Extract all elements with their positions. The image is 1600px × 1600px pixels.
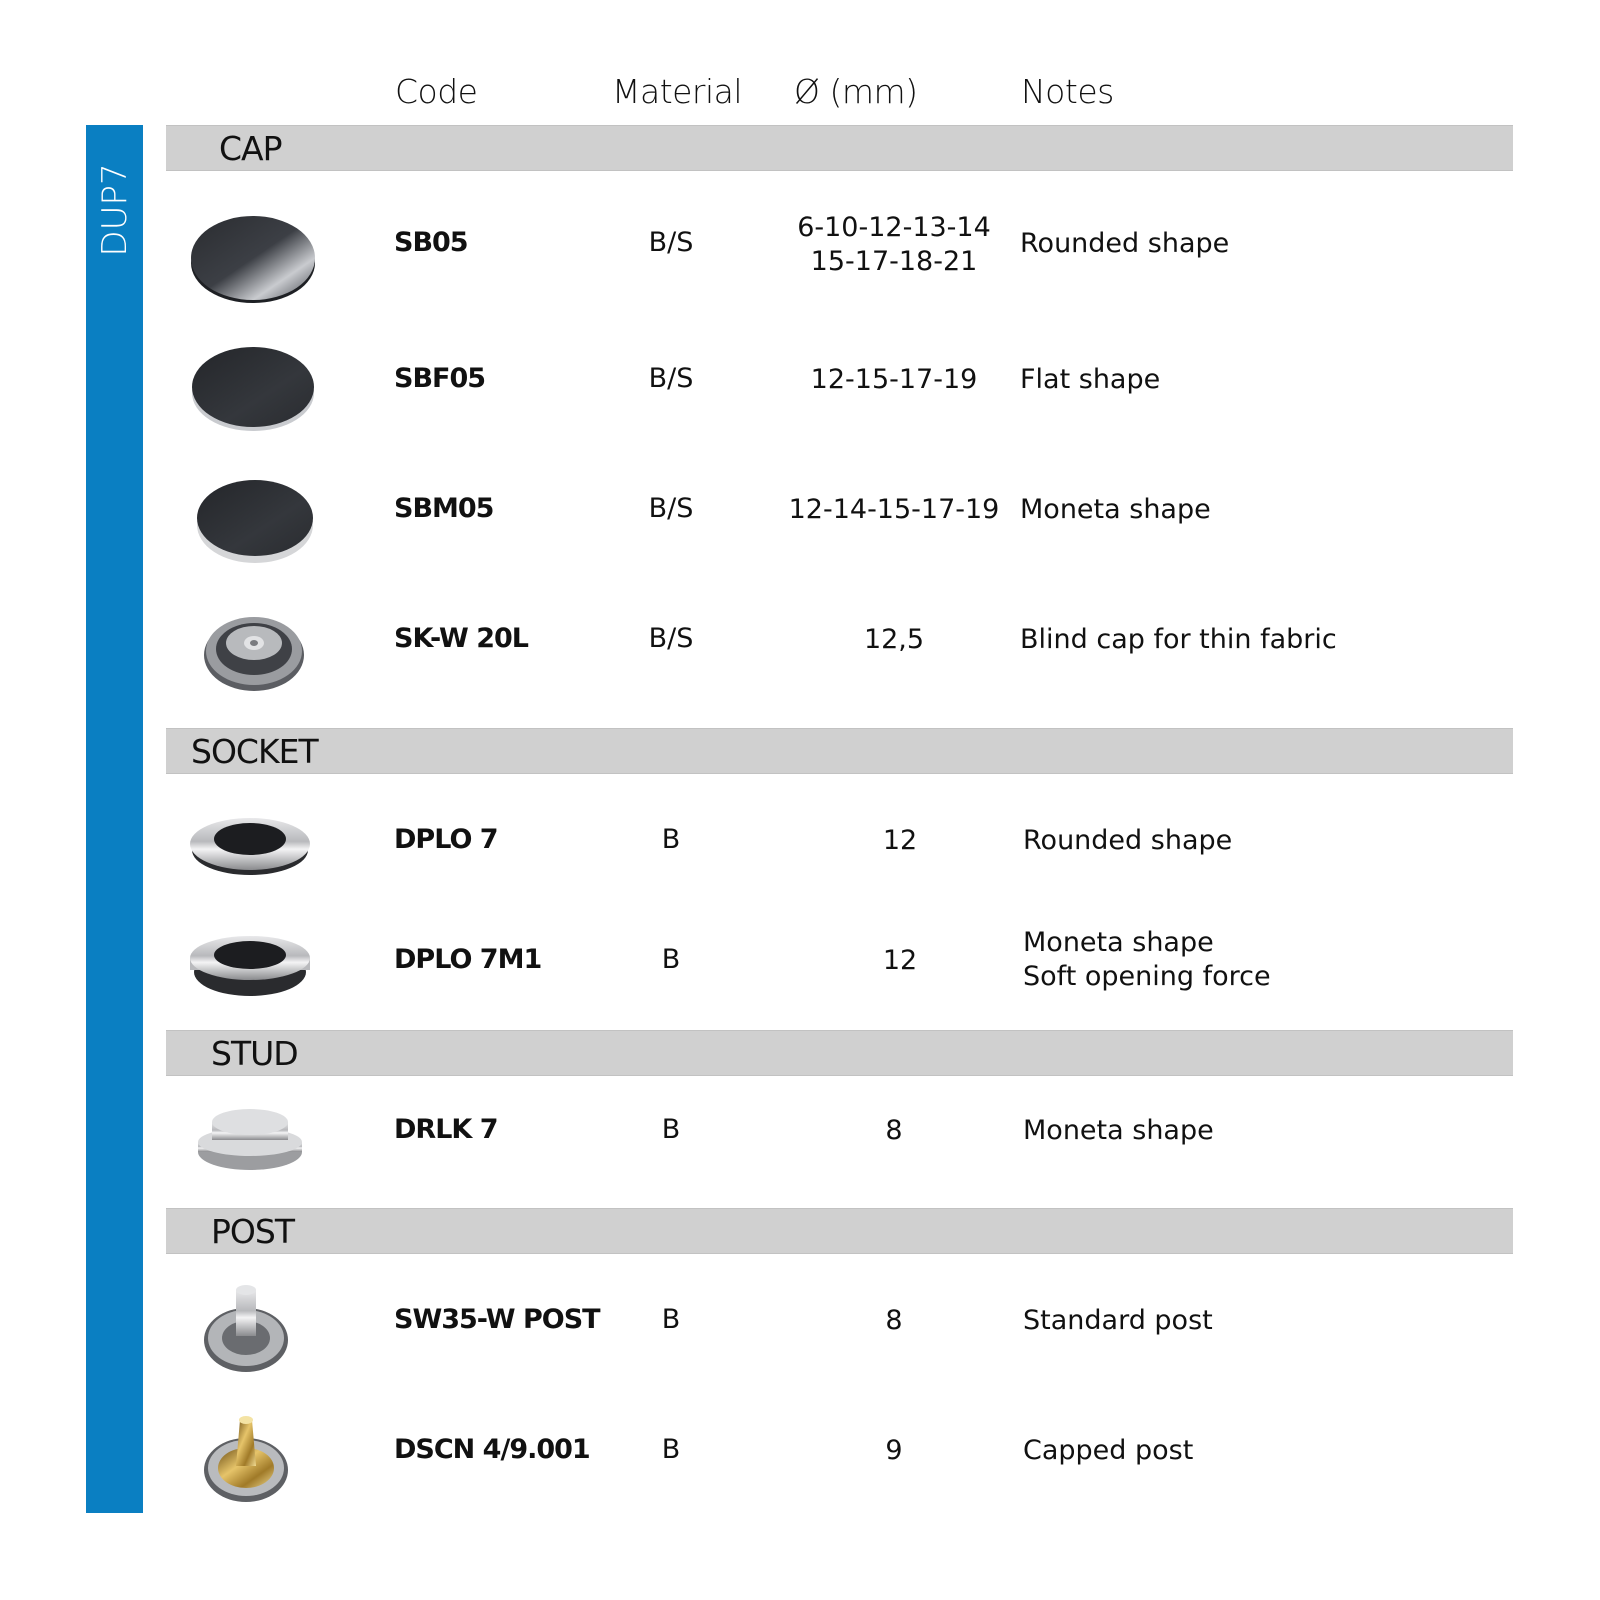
material-value: B/S [648, 493, 694, 524]
notes-value: Flat shape [1020, 364, 1161, 395]
section-header-cap [166, 125, 1513, 171]
series-label-box [86, 125, 143, 295]
capped-post-icon [186, 1406, 321, 1506]
product-code: SB05 [394, 227, 468, 258]
product-code: SW35-W POST [394, 1304, 600, 1335]
moneta-socket-icon [186, 930, 321, 1000]
notes-value: Standard post [1023, 1305, 1213, 1336]
material-value: B/S [648, 623, 694, 654]
material-value: B/S [648, 227, 694, 258]
section-header-post [166, 1208, 1513, 1254]
diameter-value: 12-14-15-17-19 [788, 494, 1000, 525]
diameter-value: 8 [885, 1305, 903, 1336]
table-row [166, 455, 1513, 575]
material-value: B [661, 1434, 681, 1465]
rounded-socket-icon [186, 810, 321, 880]
standard-post-icon [186, 1276, 321, 1376]
material-value: B [661, 1304, 681, 1335]
notes-line: Soft opening force [1023, 961, 1271, 992]
rounded-cap-icon [186, 207, 321, 307]
notes-value: Rounded shape [1020, 228, 1230, 259]
diameter-value: 9 [885, 1435, 903, 1466]
material-value: B [661, 1114, 681, 1145]
column-header-code: Code [395, 72, 478, 111]
table-row [166, 585, 1513, 705]
diameter-value: 12-15-17-19 [810, 364, 978, 395]
notes-line: Moneta shape [1023, 927, 1214, 958]
section-header-socket [166, 728, 1513, 774]
table-row [166, 1400, 1513, 1510]
stud-icon [186, 1104, 321, 1174]
material-value: B [661, 824, 681, 855]
table-row [166, 910, 1513, 1020]
column-header-notes: Notes [1021, 72, 1114, 111]
section-header-stud [166, 1030, 1513, 1076]
section-title: SOCKET [191, 732, 318, 771]
product-code: SBM05 [394, 493, 494, 524]
product-code: DPLO 7M1 [394, 944, 542, 975]
notes-value: Moneta shape [1023, 1115, 1214, 1146]
product-code: SK-W 20L [394, 623, 528, 654]
diameter-value [744, 211, 1044, 279]
table-row [166, 1080, 1513, 1190]
notes-value: Capped post [1023, 1435, 1194, 1466]
series-band [86, 125, 143, 1513]
product-code: DPLO 7 [394, 824, 498, 855]
series-label: DUP7 [94, 163, 135, 257]
notes-value: Rounded shape [1023, 825, 1233, 856]
table-row [166, 325, 1513, 445]
column-header-diameter: Ø (mm) [794, 72, 918, 111]
section-title: STUD [211, 1034, 298, 1073]
diameter-line: 6-10-12-13-14 [797, 212, 991, 243]
column-header-material: Material [612, 72, 743, 111]
diameter-value: 12 [882, 825, 918, 856]
material-value: B [661, 944, 681, 975]
flat-cap-icon [186, 337, 321, 437]
product-code: SBF05 [394, 363, 486, 394]
product-code: DSCN 4/9.001 [394, 1434, 590, 1465]
moneta-cap-icon [186, 469, 321, 569]
notes-value [1023, 926, 1271, 994]
blind-cap-icon [186, 599, 321, 699]
diameter-line: 15-17-18-21 [810, 246, 978, 277]
material-value: B/S [648, 363, 694, 394]
table-row [166, 1270, 1513, 1380]
diameter-value: 12 [882, 945, 918, 976]
section-title: CAP [219, 129, 282, 168]
table-row [166, 790, 1513, 900]
diameter-value: 8 [885, 1115, 903, 1146]
table-row [166, 195, 1513, 315]
diameter-value: 12,5 [863, 624, 925, 655]
product-code: DRLK 7 [394, 1114, 498, 1145]
notes-value: Moneta shape [1020, 494, 1211, 525]
notes-value: Blind cap for thin fabric [1020, 624, 1337, 655]
section-title: POST [211, 1212, 294, 1251]
